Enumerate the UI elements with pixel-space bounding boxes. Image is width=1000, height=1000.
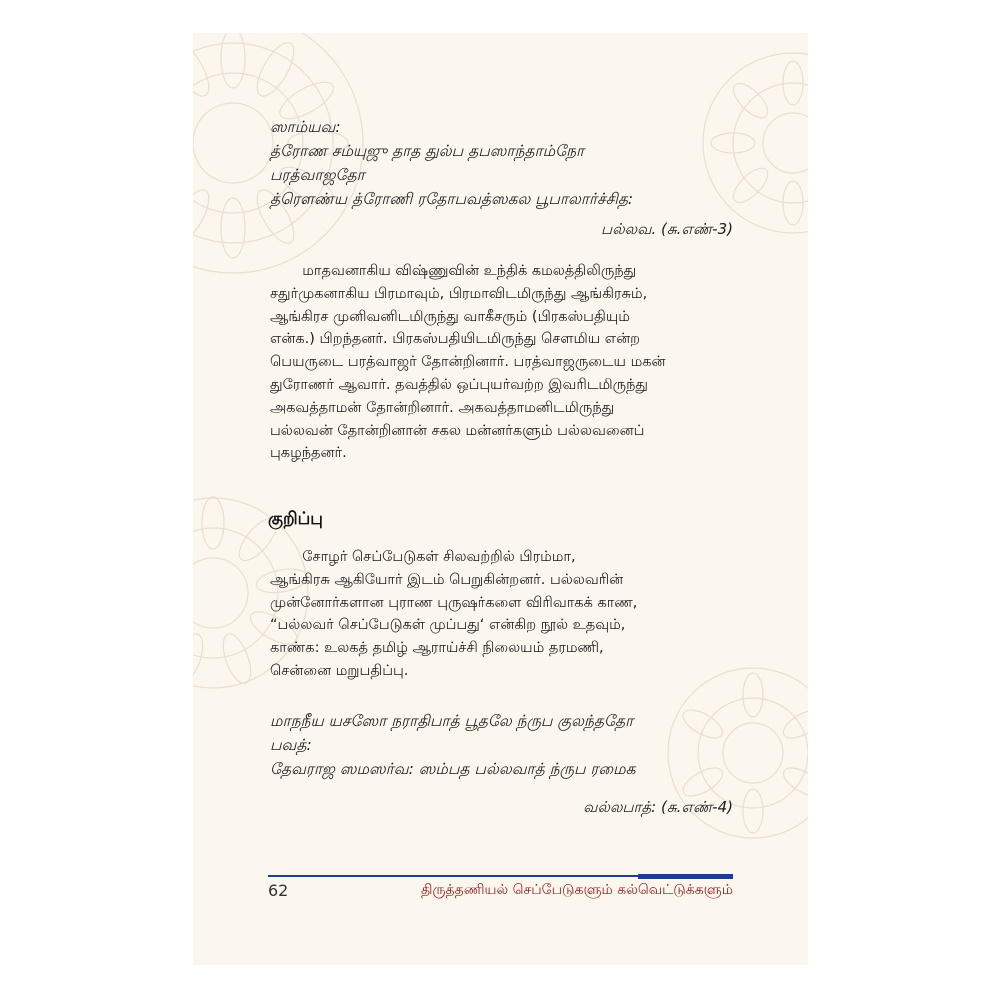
paragraph-line: மாதவனாகிய விஷ்ணுவின் உந்திக் கமலத்திலிருந்து	[270, 263, 637, 279]
verse-line: பவத்:	[270, 736, 312, 754]
page-content	[193, 33, 808, 965]
verse-2-citation: வல்லபாத்: (சு.எண்-4)	[583, 798, 733, 816]
note-paragraph	[270, 546, 735, 683]
verse-line: ஸாம்யவ:	[270, 118, 341, 136]
paragraph-line: என்க.) பிறந்தனர். பிரகஸ்பதியிடமிருந்து சௌமிய என்ற	[270, 331, 641, 348]
section-heading: குறிப்பு	[268, 509, 323, 529]
commentary-paragraph-1	[270, 260, 735, 465]
paragraph-line: துரோணர் ஆவார். தவத்தில் ஒப்புயர்வற்ற இவரிடமிருந்து	[270, 376, 648, 393]
page-number: 62	[268, 881, 289, 900]
verse-line: த்ரௌண்ய த்ரோணி ரதோபவத்ஸகல பூபாலார்ச்சித:	[270, 190, 634, 208]
paragraph-line: அகவத்தாமன் தோன்றினார். அகவத்தாமனிடமிருந்து	[270, 399, 615, 416]
paragraph-line: சென்னை மறுபதிப்பு.	[270, 662, 409, 679]
paragraph-line: முன்னோர்களான புராண புருஷர்களை விரிவாகக் காண,	[270, 594, 638, 611]
paragraph-line: ஆங்கிரசு ஆகியோர் இடம் பெறுகின்றனர். பல்லவரின்	[270, 571, 624, 588]
paragraph-line: பெயருடை பரத்வாஜர் தோன்றினார். பரத்வாஜருடைய மகன்	[270, 354, 666, 371]
paragraph-line: ஆங்கிரச முனிவனிடமிருந்து வாகீசரும் (பிரகஸ்பதியும்	[270, 308, 630, 325]
paragraph-line: “பல்லவர் செப்பேடுகள் முப்பது‘ என்கிற நூல் உதவும்,	[270, 617, 626, 634]
verse-line: மாநநீய யசஸோ நராதிபாத் பூதலே ந்ருப குலந்ததோ	[270, 712, 634, 730]
paragraph-line: புகழந்தனர்.	[270, 445, 347, 462]
verse-line: தேவராஜ ஸமஸர்வ: ஸம்பத பல்லவாத் ந்ருப ரமைக	[270, 760, 636, 778]
sanskrit-verse-2	[270, 709, 740, 781]
paragraph-line: சோழர் செப்பேடுகள் சிலவற்றில் பிரம்மா,	[270, 549, 576, 565]
paragraph-line: காண்க: உலகத் தமிழ் ஆராய்ச்சி நிலையம் தரமணி,	[270, 640, 604, 657]
footer-accent-bar	[638, 874, 733, 879]
verse-line: த்ரோண சம்யுஜு தாத துல்ப தபஸாந்தாம்நோ	[270, 142, 585, 160]
paragraph-line: பல்லவன் தோன்றினான் சகல மன்னர்களும் பல்லவனைப்	[270, 422, 645, 439]
book-page	[193, 33, 808, 965]
running-title: திருத்தணியல் செப்பேடுகளும் கல்வெட்டுக்களும்	[421, 882, 733, 898]
paragraph-line: சதுர்முகனாகிய பிரமாவும், பிரமாவிடமிருந்து ஆங்கிரசும்,	[270, 285, 648, 302]
sanskrit-verse-1	[270, 115, 740, 211]
verse-1-citation: பல்லவ. (சு.எண்-3)	[601, 220, 733, 238]
verse-line: பரத்வாஜதோ	[270, 166, 365, 184]
